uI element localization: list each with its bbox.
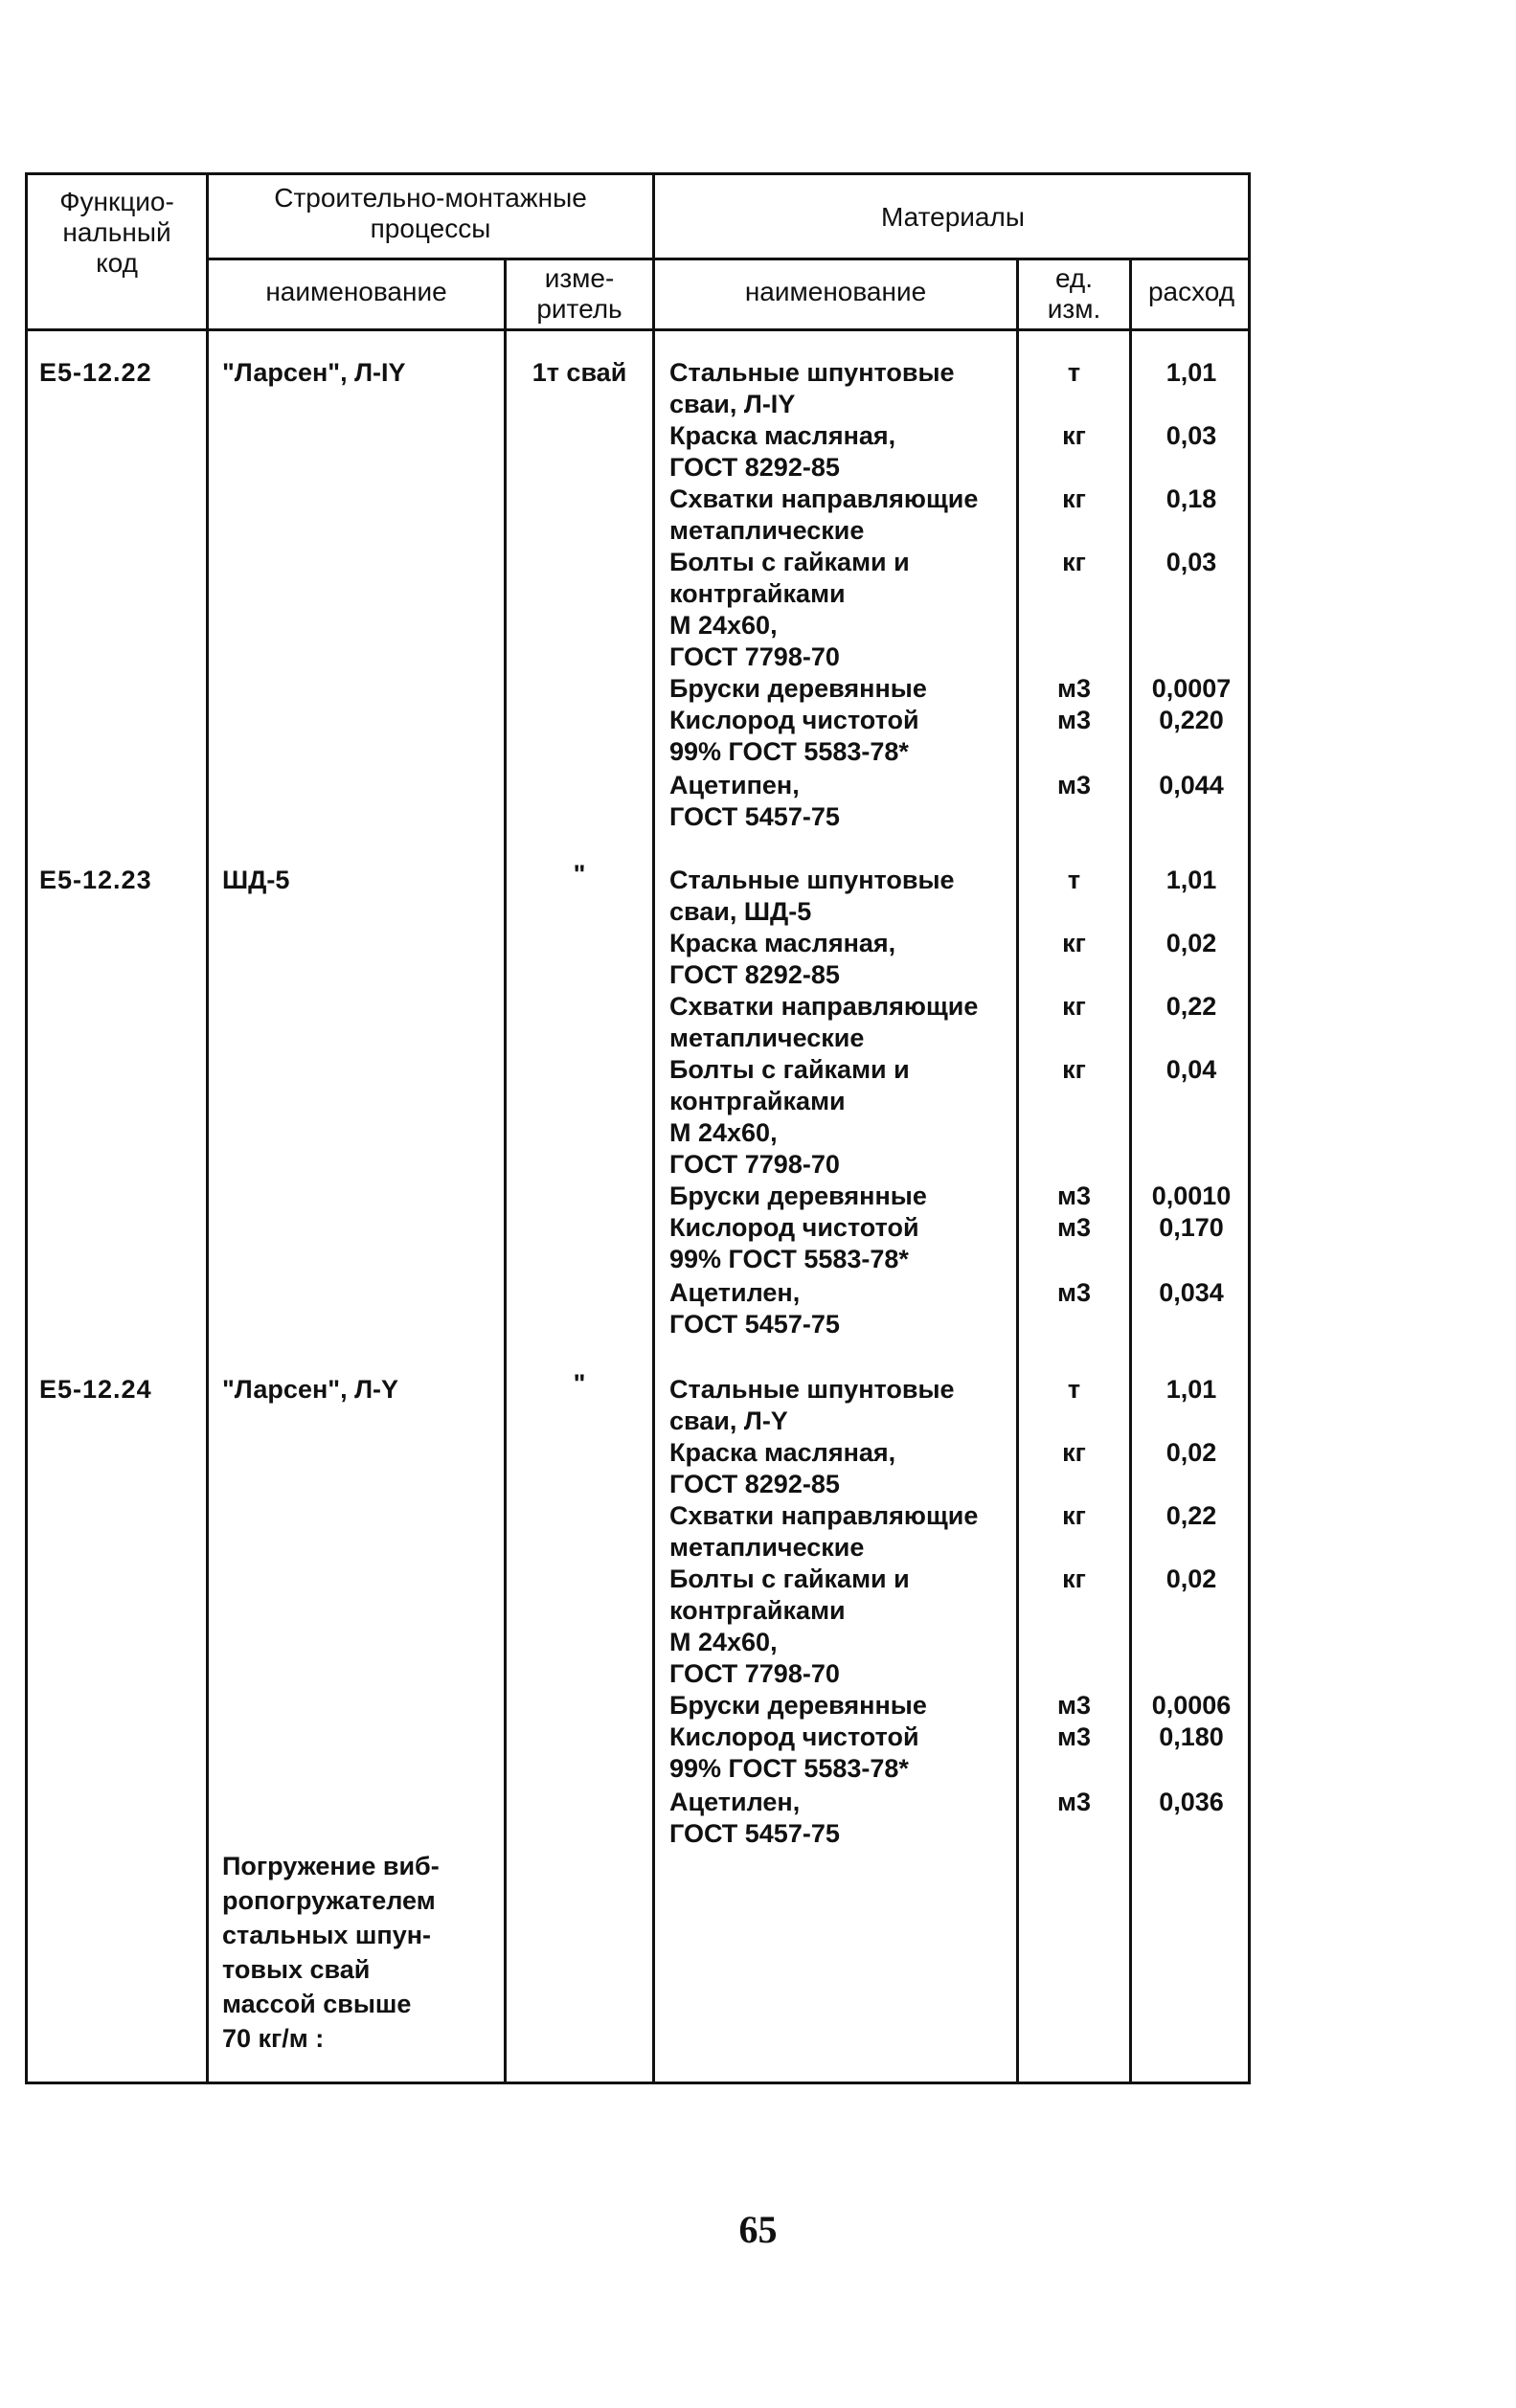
material-name: Стальные шпунтовые сваи, Л-Y (669, 1375, 955, 1435)
column-divider (652, 175, 655, 2082)
material-consumption: 0,034 (1159, 1278, 1224, 1307)
material-consumption: 0,0010 (1151, 1181, 1232, 1210)
header-divider (206, 258, 1248, 260)
material-name: Кислород чистотой 99% ГОСТ 5583-78* (669, 1722, 919, 1783)
material-consumption: 0,04 (1165, 1055, 1217, 1084)
process-meter: " (573, 860, 586, 889)
material-name: Стальные шпунтовые сваи, Л-IY (669, 358, 955, 418)
material-unit: кг (1062, 1438, 1086, 1467)
material-consumption: 1,01 (1165, 1375, 1217, 1404)
process-name: "Ларсен", Л-IY (222, 358, 406, 387)
material-unit: т (1067, 1375, 1081, 1404)
process-name: "Ларсен", Л-Y (222, 1375, 399, 1404)
materials-table (25, 172, 1251, 2084)
process-name: ШД-5 (222, 866, 290, 894)
material-name: Краска масляная, ГОСТ 8292-85 (669, 1438, 896, 1498)
material-unit: м3 (1057, 1181, 1091, 1210)
column-divider (504, 258, 507, 2082)
material-unit: м3 (1057, 674, 1091, 703)
header-consumption: расход (1147, 277, 1235, 306)
material-unit: м3 (1057, 706, 1091, 734)
section-heading: Погружение виб- ропогружателем стальных шпун- товых свай массой свыше 70 кг/м : (222, 1852, 440, 2053)
material-name: Бруски деревянные (669, 674, 927, 703)
material-unit: м3 (1057, 1691, 1091, 1720)
material-unit: т (1067, 866, 1081, 894)
material-name: Ацетипен, ГОСТ 5457-75 (669, 771, 840, 831)
material-consumption: 0,044 (1159, 771, 1224, 799)
material-unit: м3 (1057, 1722, 1091, 1751)
material-name: Болты с гайками и контргайками М 24х60, ГОСТ 7798-70 (669, 1564, 910, 1688)
material-consumption: 0,02 (1165, 929, 1217, 957)
material-consumption: 0,02 (1165, 1438, 1217, 1467)
material-name: Бруски деревянные (669, 1181, 927, 1210)
row-code: Е5-12.22 (39, 358, 152, 387)
material-consumption: 0,18 (1165, 484, 1217, 513)
material-unit: кг (1062, 992, 1086, 1021)
header-bottom-line (28, 328, 1248, 331)
material-consumption: 0,0007 (1151, 674, 1232, 703)
material-consumption: 1,01 (1165, 866, 1217, 894)
material-name: Стальные шпунтовые сваи, ШД-5 (669, 866, 955, 926)
material-unit: кг (1062, 929, 1086, 957)
material-name: Ацетилен, ГОСТ 5457-75 (669, 1278, 840, 1339)
material-consumption: 0,170 (1159, 1213, 1224, 1242)
material-consumption: 0,03 (1165, 548, 1217, 576)
header-materials: Материалы (881, 202, 1025, 232)
material-name: Схватки направляющие метаплические (669, 992, 979, 1052)
material-unit: м3 (1057, 771, 1091, 799)
material-unit: кг (1062, 1501, 1086, 1530)
material-consumption: 0,180 (1159, 1722, 1224, 1751)
material-unit: т (1067, 358, 1081, 387)
material-name: Ацетилен, ГОСТ 5457-75 (669, 1788, 840, 1848)
header-processes: Строительно-монтажные процессы (274, 183, 587, 243)
header-process-name: наименование (265, 277, 447, 306)
header-material-name: наименование (744, 277, 927, 306)
row-code: Е5-12.24 (39, 1375, 152, 1404)
row-code: Е5-12.23 (39, 866, 152, 894)
material-unit: кг (1062, 548, 1086, 576)
material-unit: м3 (1057, 1788, 1091, 1816)
page-number: 65 (738, 2208, 778, 2251)
material-name: Кислород чистотой 99% ГОСТ 5583-78* (669, 1213, 919, 1273)
material-name: Кислород чистотой 99% ГОСТ 5583-78* (669, 706, 919, 766)
material-consumption: 0,03 (1165, 421, 1217, 450)
material-unit: кг (1062, 1055, 1086, 1084)
process-meter: 1т свай (532, 358, 627, 387)
material-consumption: 0,0006 (1151, 1691, 1232, 1720)
header-unit: ед. изм. (1047, 263, 1101, 324)
material-unit: кг (1062, 1564, 1086, 1593)
material-unit: кг (1062, 484, 1086, 513)
column-divider (206, 175, 209, 2082)
material-name: Бруски деревянные (669, 1691, 927, 1720)
material-name: Краска масляная, ГОСТ 8292-85 (669, 421, 896, 482)
material-name: Болты с гайками и контргайками М 24х60, ГОСТ 7798-70 (669, 548, 910, 671)
material-consumption: 0,22 (1165, 992, 1217, 1021)
material-consumption: 1,01 (1165, 358, 1217, 387)
material-consumption: 0,22 (1165, 1501, 1217, 1530)
material-name: Схватки направляющие метаплические (669, 1501, 979, 1562)
material-consumption: 0,220 (1159, 706, 1224, 734)
material-name: Схватки направляющие метаплические (669, 484, 979, 545)
header-meter: изме- ритель (536, 263, 622, 324)
material-unit: м3 (1057, 1213, 1091, 1242)
material-name: Краска масляная, ГОСТ 8292-85 (669, 929, 896, 989)
material-unit: м3 (1057, 1278, 1091, 1307)
material-consumption: 0,02 (1165, 1564, 1217, 1593)
header-code: Функцио- нальный код (59, 187, 174, 278)
material-consumption: 0,036 (1159, 1788, 1224, 1816)
process-meter: " (573, 1369, 586, 1398)
material-name: Болты с гайками и контргайками М 24х60, ГОСТ 7798-70 (669, 1055, 910, 1179)
material-unit: кг (1062, 421, 1086, 450)
